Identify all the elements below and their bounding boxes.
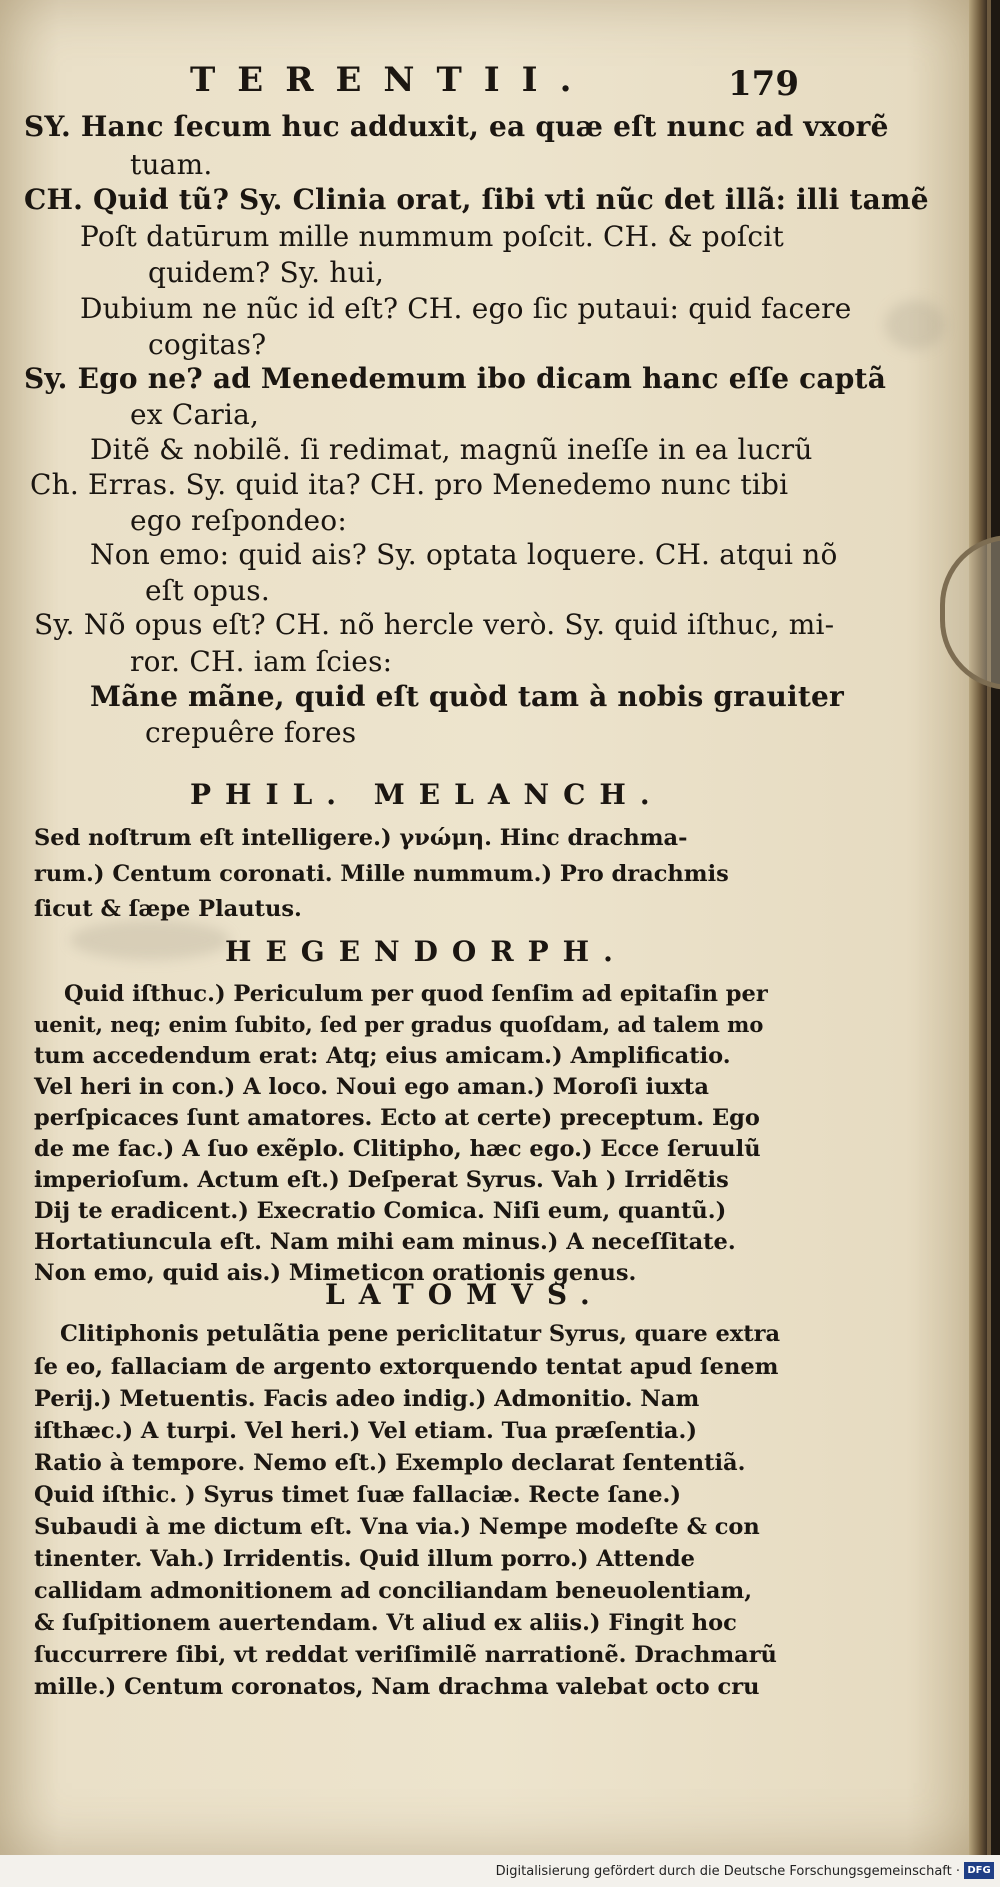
page-edge [969,0,987,1855]
commentary-line: tinenter. Vah.) Irridentis. Quid illum porro.) Attende [34,1546,695,1572]
digitization-credit: Digitalisierung gefördert durch die Deutsche Forschungsgemeinschaft · [495,1864,960,1879]
paper-stain [70,920,230,960]
verse-line: eſt opus. [145,574,270,607]
section-heading-latomus: LATOMVS. [325,1278,604,1311]
commentary-line: Perij.) Metuentis. Facis adeo indig.) Admonitio. Nam [34,1386,700,1412]
verse-line: ego reſpondeo: [130,504,347,537]
verse-line: tuam. [130,148,213,181]
commentary-line: de me fac.) A ſuo exẽplo. Clitipho, hæc ego.) Ecce ſeruulũ [34,1136,761,1162]
commentary-line: Subaudi à me dictum eſt. Vna via.) Nempe modeſte & con [34,1514,760,1540]
dfg-logo: DFG [964,1862,994,1879]
verse-line: Dubium ne nũc id eſt? CH. ego ſic putaui: quid facere [80,292,852,325]
commentary-line: Ratio à tempore. Nemo eſt.) Exemplo declarat ſententiã. [34,1450,746,1476]
commentary-line: ſuccurrere ſibi, vt reddat veriſimilẽ narrationẽ. Drachmarũ [34,1642,777,1668]
verse-line: Non emo: quid ais? Sy. optata loquere. CH. atqui nõ [90,538,838,571]
commentary-line: mille.) Centum coronatos, Nam drachma valebat octo cru [34,1674,760,1700]
commentary-line: Quid iſthic. ) Syrus timet ſuæ fallaciæ. Recte ſane.) [34,1482,682,1508]
page-number: 179 [728,64,799,104]
section-heading-melanchthon: PHIL. MELANCH. [190,778,664,811]
verse-line: Ch. Erras. Sy. quid ita? CH. pro Menedemo nunc tibi [30,468,789,501]
commentary-line: Vel heri in con.) A loco. Noui ego aman.) Moroſi iuxta [34,1074,709,1100]
paper-stain [885,300,945,350]
commentary-line: Non emo, quid ais.) Mimeticon orationis genus. [34,1260,637,1286]
commentary-line: & ſuſpitionem auertendam. Vt aliud ex aliis.) Fingit hoc [34,1610,737,1636]
verse-line: Ditẽ & nobilẽ. ſi redimat, magnũ ineſſe in ea lucrũ [90,433,813,466]
running-title: TERENTII. [190,60,594,100]
commentary-line: iſthæc.) A turpi. Vel heri.) Vel etiam. Tua præſentia.) [34,1418,697,1444]
verse-line: cogitas? [148,328,267,361]
commentary-line: ſe eo, fallaciam de argento extorquendo tentat apud ſenem [34,1354,779,1380]
commentary-line: perſpicaces ſunt amatores. Ecto at certe) preceptum. Ego [34,1105,760,1131]
commentary-line: rum.) Centum coronati. Mille nummum.) Pro drachmis [34,861,729,887]
commentary-line: tum accedendum erat: Atq; eius amicam.) Amplificatio. [34,1043,731,1069]
verse-line: crepuêre fores [145,716,357,749]
verse-line: CH. Quid tũ? Sy. Clinia orat, ſibi vti nũc det illã: illi tamẽ [24,183,929,216]
verse-line: Sy. Ego ne? ad Menedemum ibo dicam hanc eſſe captã [24,362,887,395]
commentary-line: callidam admonitionem ad conciliandam beneuolentiam, [34,1578,753,1604]
section-heading-hegendorph: HEGENDORPH. [225,935,627,968]
verse-line: quidem? Sy. hui, [148,256,385,289]
commentary-line: Sed noſtrum eſt intelligere.) γνώμη. Hinc drachma- [34,825,688,851]
commentary-line: uenit, neq; enim ſubito, ſed per gradus quoſdam, ad talem mo [34,1012,764,1037]
commentary-line: ſicut & ſæpe Plautus. [34,896,302,922]
verse-line: Poſt datūrum mille nummum poſcit. CH. & poſcit [80,220,784,253]
commentary-line: imperioſum. Actum eſt.) Deſperat Syrus. Vah ) Irridẽtis [34,1167,729,1193]
verse-line: Mãne mãne, quid eſt quòd tam à nobis grauiter [90,680,844,713]
verse-line: SY. Hanc ſecum huc adduxit, ea quæ eſt nunc ad vxorẽ [24,110,889,143]
commentary-line: Dij te eradicent.) Execratio Comica. Niſi eum, quantũ.) [34,1198,727,1224]
verse-line: ror. CH. iam ſcies: [130,645,393,678]
verse-line: ex Caria, [130,398,260,431]
commentary-line: Clitiphonis petulãtia pene periclitatur Syrus, quare extra [60,1321,781,1347]
commentary-line: Hortatiuncula eſt. Nam mihi eam minus.) A neceſſitate. [34,1229,736,1255]
verse-line: Sy. Nõ opus eſt? CH. nõ hercle verò. Sy. quid iſthuc, mi- [34,608,835,641]
commentary-line: Quid iſthuc.) Periculum per quod ſenſim ad epitaſin per [64,981,768,1007]
